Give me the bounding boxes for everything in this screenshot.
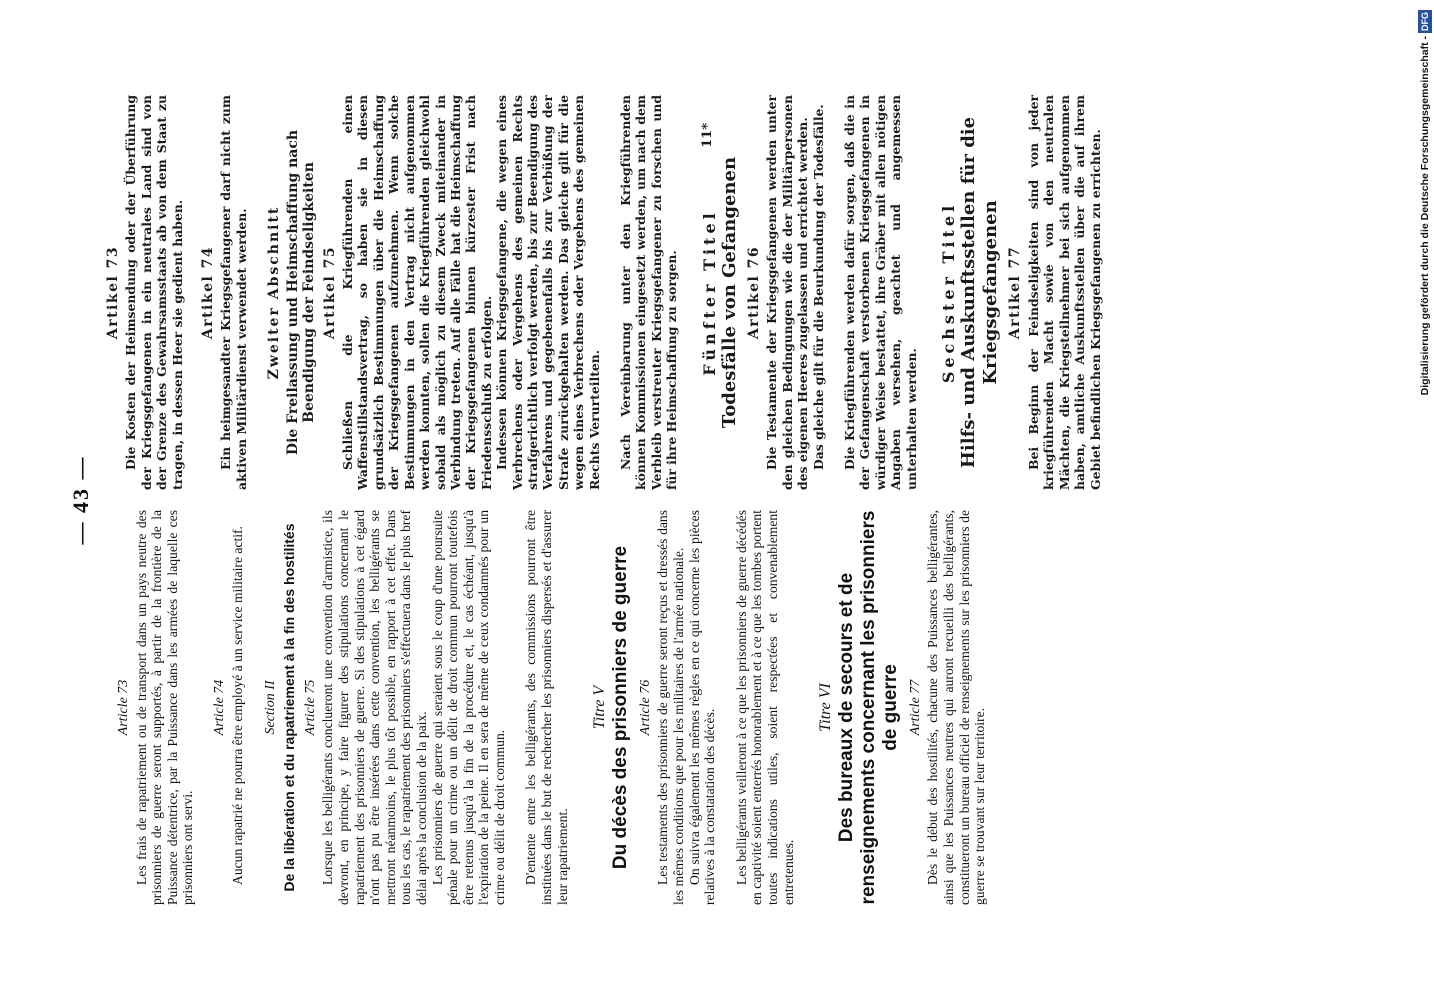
- footer-text: Digitalisierung gefördert durch die Deutsche Forschungsgemeinschaft -: [1419, 36, 1431, 396]
- section-title: De la libération et du rapatriement à la fin des hostilités: [280, 523, 297, 892]
- article-heading: Artikel 77: [1007, 245, 1024, 340]
- title-heading: Des bureaux de secours et de renseignements concernant les prisonniers de guerre: [835, 510, 901, 905]
- french-column: [110, 510, 988, 905]
- article-text: Les belligérants veilleront à ce que les prisonniers de guerre décédés en captivité soient enterrés honorablement et à ce que les tombes portent toutes indications utiles, soient respectées et convenablement entretenues.: [733, 510, 796, 905]
- article-text: Die Kosten der Heimsendung oder der Überführung der Kriegsgefangenen in ein neutrales Land sind von der Grenze des Gewahrsamsstaats ab von dem Staat zu tragen, in dessen Heer sie gedient haben.: [123, 95, 185, 490]
- digitization-footer: [1418, 10, 1432, 990]
- title-label: Titre V: [591, 685, 609, 730]
- article-text: Nach Vereinbarung unter den Kriegführenden können Kommissionen eingesetzt werden, um nach dem Verbleib verstreuter Kriegsgefangener zu forschen und für ihre Heimschaffung zu sorgen.: [617, 95, 680, 490]
- article-text: Die Testamente der Kriegsgefangenen werden unter den gleichen Bedingungen wie die der Militärpersonen des eigenen Heeres zugelassen und errichtet werden.: [764, 95, 811, 490]
- article-text: Dès le début des hostilités, chacune des Puissances belligérantes, ainsi que les Puissances neutres qui auront recueilli des belligérants, constitueront un bureau officiel de renseignements sur les prisonniers de guerre se trouvant sur leur territoire.: [925, 510, 988, 905]
- title-label: Sechster Titel: [939, 201, 959, 384]
- article-text: Die Kriegführenden werden dafür sorgen, daß die in der Gefangenschaft verstorbenen Kriegsgefangenen in würdiger Weise bestattet, ihre Gräber mit allen nötigen Angaben versehen, geachtet und angemessen unterhalten werden.: [842, 95, 919, 490]
- article-text: On suivra également les mêmes règles en ce qui concerne les pièces relatives à la constatation des décès.: [686, 510, 718, 905]
- title-heading: Du décès des prisonniers de guerre: [609, 545, 631, 870]
- article-heading: Artikel 75: [321, 245, 338, 340]
- article-heading: Artikel 73: [105, 245, 121, 340]
- dfg-logo: DFG: [1420, 12, 1430, 31]
- article-heading: Artikel 76: [746, 245, 762, 340]
- article-text: Les frais de rapatriement ou de transport dans un pays neutre des prisonniers de guerre seront supportés, à partir de la frontière de la Puissance détentrice, par la Puissance dans les armées de laquelle ces prisonniers ont servi.: [133, 510, 196, 905]
- article-text: Ein heimgesandter Kriegsgefangener darf nicht zum aktiven Militärdienst verwendet werden.: [218, 95, 249, 490]
- article-text: Aucun rapatrié ne pourra être employé à un service militaire actif.: [229, 526, 245, 885]
- article-text: D'entente entre les belligérants, des commissions pourront être instituées dans le but de rechercher les prisonniers dispersés et d'assurer leur rapatriement.: [523, 510, 570, 905]
- article-heading: Article 74: [211, 679, 227, 736]
- article-text: Les prisonniers de guerre qui seraient sous le coup d'une poursuite pénale pour un crime ou un délit de droit commun pourront toutefois être retenus jusqu'à la fin de la procédure et, le cas échéant, jusqu'à l'expiration de la peine. Il en sera de même de ceux condamnés pour un crime ou délit de droit commun.: [429, 510, 507, 905]
- section-title: Die Freilassung und Heimschaffung nach Beendigung der Feindseligkeiten: [284, 129, 317, 456]
- article-text: Schließen die Kriegführenden einen Waffenstillstandsvertrag, so haben sie in diesen grundsätzlich Bestimmungen über die Heimschaffung der Kriegsgefangenen aufzunehmen. Wenn solche Bestimmungen in den Vertrag nicht aufgenommen werden konnten, sollen die Kriegführenden gleichwohl sobald als möglich zu diesem Zweck miteinander in Verbindung treten. Auf alle Fälle hat die Heimschaffung der Kriegsgefangenen binnen kürzester Frist nach Friedensschluß zu erfolgen.: [340, 95, 494, 490]
- title-label: Titre VI: [817, 683, 835, 732]
- german-column: [100, 95, 1103, 490]
- article-heading: Article 73: [116, 679, 131, 736]
- title-heading: Todesfälle von Gefangenen: [719, 156, 740, 429]
- article-text: Les testaments des prisonniers de guerre seront reçus et dressés dans les mêmes conditions que pour les militaires de l'armée nationale.: [655, 510, 687, 905]
- article-text: Lorsque les belligérants conclueront une convention d'armistice, ils devront, en principe, y faire figurer des stipulations concernant le rapatriement des prisonniers de guerre. Si des stipulations à cet égard n'ont pas pu être insérées dans cette convention, les belligérants se mettront néanmoins, le plus tôt possible, en rapport à cet effet. Dans tous les cas, le rapatriement des prisonniers s'effectuera dans le plus bref délai après la conclusion de la paix.: [320, 510, 429, 905]
- section-label: Section II: [263, 680, 279, 735]
- article-heading: Artikel 74: [200, 245, 217, 340]
- section-label: Zweiter Abschnitt: [266, 205, 283, 380]
- article-heading: Article 75: [302, 679, 318, 736]
- title-heading: Hilfs- und Auskunftsstellen für die Kriegsgefangenen: [958, 116, 1002, 469]
- signature-mark: 11*: [700, 123, 715, 148]
- article-text: Das gleiche gilt für die Beurkundung der Todesfälle.: [810, 104, 826, 470]
- article-heading: Article 77: [907, 679, 923, 736]
- article-text: Bei Beginn der Feindseligkeiten sind von jeder kriegführenden Macht sowie von den neutralen Mächten, die Kriegsteilnehmer bei sich aufgenommen haben, amtliche Auskunftsstellen über die auf ihrem Gebiet befindlichen Kriegsgefangenen zu errichten.: [1025, 95, 1103, 490]
- title-label: Fünfter Titel: [699, 209, 719, 376]
- article-heading: Article 76: [637, 679, 653, 736]
- page-number: — 43 —: [68, 455, 93, 545]
- article-text: Indessen können Kriegsgefangene, die wegen eines Verbrechens oder Vergehens des gemeinen Rechts strafgerichtlich verfolgt werden, bis zur Beendigung des Verfahrens und gegebenenfalls bis zur Verbüßung der Strafe zurückgehalten werden. Das gleiche gilt für die wegen eines Verbrechens oder Vergehens des gemeinen Rechts Verurteilten.: [494, 95, 602, 490]
